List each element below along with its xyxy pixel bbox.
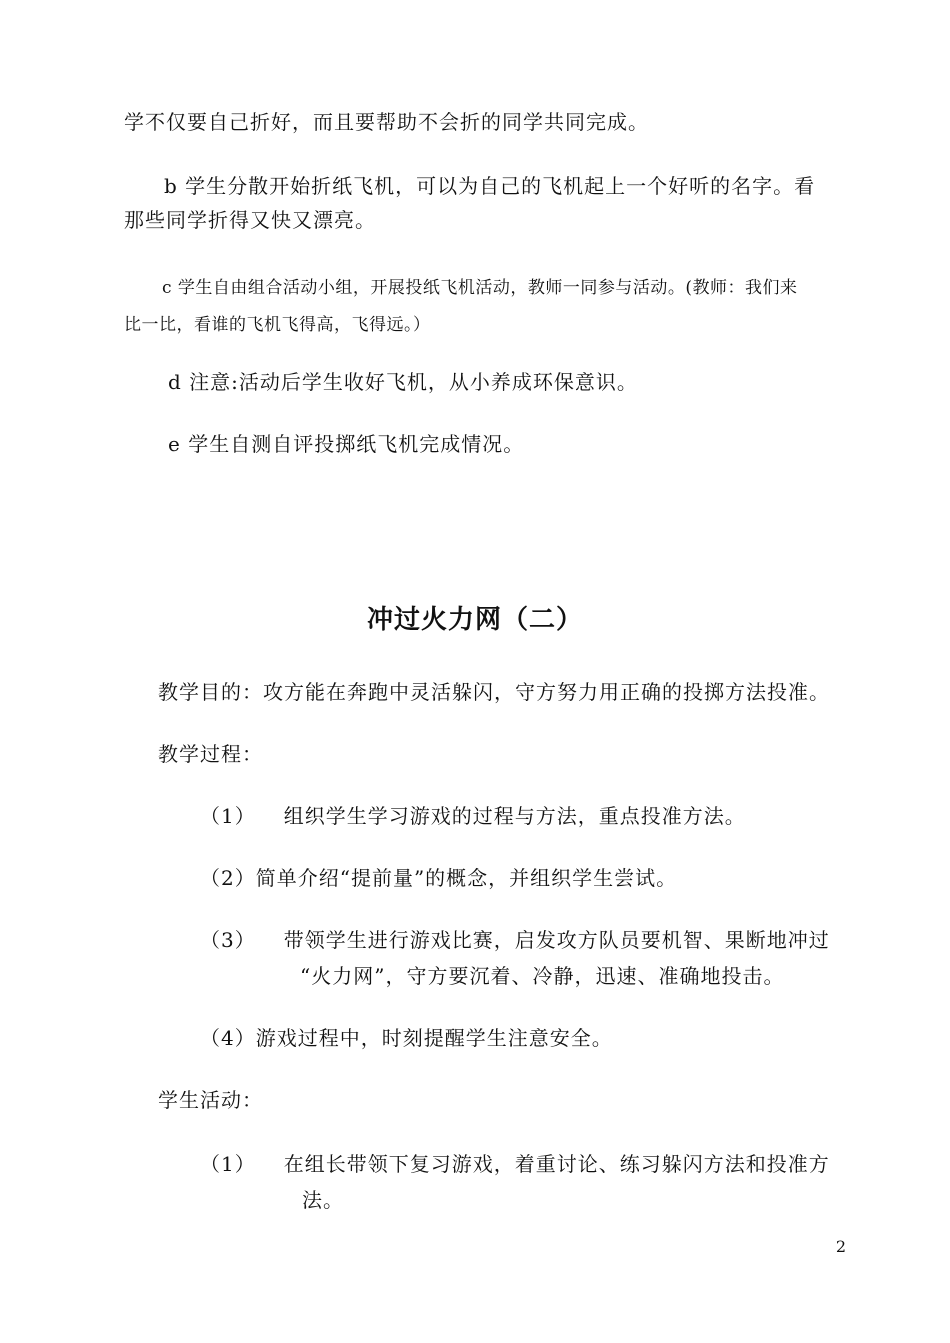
process-item-text: 组织学生学习游戏的过程与方法，重点投准方法。 [283, 804, 746, 828]
process-item-4 [200, 1024, 613, 1052]
item-b-line: b 学生分散开始折纸飞机，可以为自己的飞机起上一个好听的名字。看 [164, 174, 816, 198]
activity-item-text: 在组长带领下复习游戏，着重讨论、练习躲闪方法和投准方 [283, 1152, 830, 1176]
item-c-continuation: 比一比，看谁的飞机飞得高，飞得远。） [124, 315, 431, 335]
item-d-line: d 注意:活动后学生收好飞机，从小养成环保意识。 [168, 370, 638, 394]
process-item-text: 带领学生进行游戏比赛，启发攻方队员要机智、果断地冲过 [283, 928, 830, 952]
process-item-text: 简单介绍“提前量”的概念，并组织学生尝试。 [255, 866, 678, 890]
activity-heading: 学生活动： [158, 1088, 263, 1112]
process-heading: 教学过程： [158, 742, 263, 766]
item-c-line: c 学生自由组合活动小组，开展投纸飞机活动，教师一同参与活动。(教师：我们来 [162, 278, 798, 298]
process-item-number: （4） [200, 1026, 256, 1050]
activity-item-number: （1） [200, 1152, 256, 1176]
activity-item-1-continuation: 法。 [302, 1188, 344, 1212]
process-item-number: （1） [200, 804, 256, 828]
item-b-continuation: 那些同学折得又快又漂亮。 [124, 208, 376, 232]
paragraph-line: 学不仅要自己折好，而且要帮助不会折的同学共同完成。 [124, 110, 649, 134]
process-item-number: （3） [200, 928, 256, 952]
teaching-goal: 教学目的：攻方能在奔跑中灵活躲闪，守方努力用正确的投掷方法投准。 [158, 680, 830, 704]
process-item-3 [200, 926, 830, 954]
process-item-2 [200, 864, 677, 892]
process-item-number: （2） [200, 866, 256, 890]
process-item-3-continuation: “火力网”，守方要沉着、冷静，迅速、准确地投击。 [300, 964, 785, 988]
process-item-1 [200, 802, 746, 830]
process-item-text: 游戏过程中，时刻提醒学生注意安全。 [255, 1026, 613, 1050]
activity-item-1 [200, 1150, 830, 1178]
page-number: 2 [835, 1237, 846, 1256]
lesson-title: 冲过火力网（二） [366, 605, 583, 635]
item-e-line: e 学生自测自评投掷纸飞机完成情况。 [168, 432, 525, 456]
